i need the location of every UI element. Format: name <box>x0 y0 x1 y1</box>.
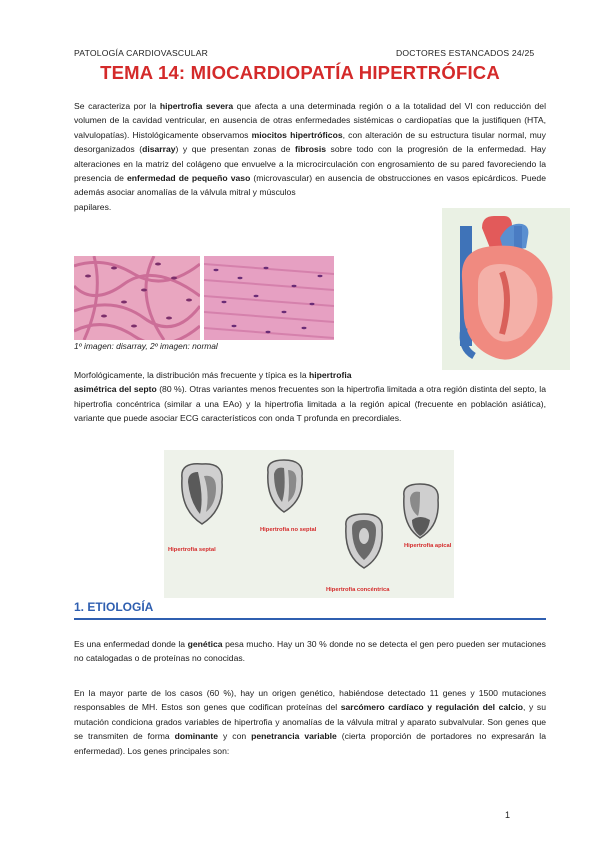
label-apical: Hipertrofia apical <box>404 543 452 549</box>
page-title: TEMA 14: MIOCARDIOPATÍA HIPERTRÓFICA <box>100 62 500 83</box>
label-no-septal: Hipertrofia no septal <box>260 527 317 533</box>
micrograph-caption: 1º imagen: disarray, 2º imagen: normal <box>74 341 218 351</box>
header-right: DOCTORES ESTANCADOS 24/25 <box>396 48 535 58</box>
paragraph-intro: Se caracteriza por la hipertrofia severa que afecta a una determinada región o a la totalidad del VI con reducción del volumen de la cavidad ventricular, en ausencia de otras enfermedades sistémicas o cardiopatías que la justifiquen (HTA, valvulopatías). Histológicamente observamos miocitos hipertróficos, con alteración de su estructura tisular normal, muy desorganizados (disarray) y que presentan zonas de fibrosis sobre todo con la progresión de la enfermedad. Hay alteraciones en la matriz del colágeno que envuelve a la microcirculación con engrosamiento de su pared favoreciendo la presencia de enfermedad de pequeño vaso (microvascular) en ausencia de obstrucciones en vasos epicárdicos. Puede además asociar anomalías de la válvula mitral y músculos papilares. <box>74 99 546 214</box>
page-number: 1 <box>505 810 511 820</box>
section-rule <box>74 618 546 620</box>
micrograph-disarray <box>74 256 200 340</box>
paragraph-morphology: Morfológicamente, la distribución más frecuente y típica es la hipertrofia asimétrica del septo (80 %). Otras variantes menos frecuentes son la hipertrofia limitada a otra región distinta del septo, la hipertrofia concéntrica (similar a una EAo) y la hipertrofia limitada a la región apical (frecuente en población asiática), variante que puede asociar ECG característicos con onda T profunda en precordiales. <box>74 370 546 424</box>
paragraph-genetics: Es una enfermedad donde la genética pesa mucho. Hay un 30 % donde no se detecta el gen pero pueden ser mutaciones no catalogadas o de proteínas no conocidas. <box>74 639 546 664</box>
section-heading-etiologia: 1. ETIOLOGÍA <box>74 600 154 614</box>
header-left: PATOLOGÍA CARDIOVASCULAR <box>74 48 209 58</box>
concentric-heart-icon <box>340 510 388 570</box>
label-septal: Hipertrofia septal <box>168 547 216 553</box>
apical-heart-icon <box>398 480 444 540</box>
label-concentric: Hipertrofia concéntrica <box>326 587 390 593</box>
hypertrophy-types-diagram <box>164 450 454 598</box>
micrograph-normal <box>204 256 334 340</box>
heart-icon <box>442 208 570 370</box>
paragraph-intro-tail: papilares. <box>74 201 112 212</box>
no-septal-heart-icon <box>262 456 308 514</box>
septal-heart-icon <box>174 458 230 528</box>
paragraph-genes: En la mayor parte de los casos (60 %), hay un origen genético, habiéndose detectado 11 genes y 1500 mutaciones responsables de MH. Estos son genes que codifican proteínas del sarcómero cardíaco y regulación del calcio, y su mutación condiciona grados variables de hipertrofia y anomalías de la válvula mitral y aparato subvalvular. Son genes que se transmiten de forma dominante y con penetrancia variable (cierta proporción de portadores no expresarán la enfermedad). Los genes principales son: <box>74 688 547 756</box>
heart-illustration <box>442 208 570 370</box>
